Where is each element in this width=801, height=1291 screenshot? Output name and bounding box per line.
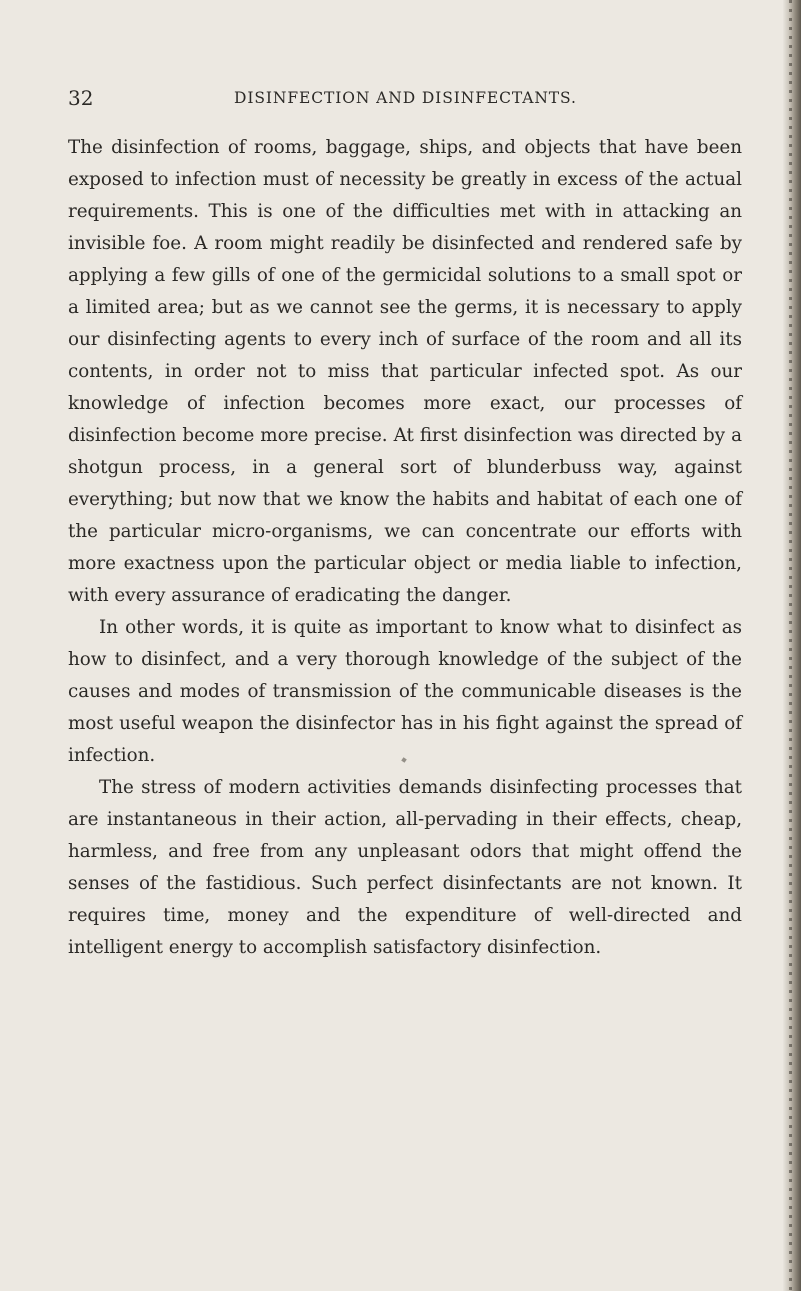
paragraph: The stress of modern activities demands disinfecting processes that are instantaneous in their action, all-pervading in their effects, cheap, harmless, and free from any unpleasant odors that might offend the senses of the fastidious. Such perfect disinfectants are not known. It requires time, money and the expenditure of well-directed and intelligent energy to accomplish satisfactory disinfection. (68, 777, 742, 958)
paragraph: The disinfection of rooms, baggage, ships, and objects that have been exposed to infection must of necessity be greatly in excess of the actual requirements. This is one of the difficulties met with in attacking an invisible foe. A room might readily be disinfected and rendered safe by applying a few gills of one of the germicidal solutions to a small spot or a limited area; but as we cannot see the germs, it is necessary to apply our disinfecting agents to every inch of surface of the room and all its contents, in order not to miss that particular infected spot. As our knowledge of infection becomes more exact, our processes of disinfection become more precise. At first disinfection was directed by a shotgun process, in a general sort of blunderbuss way, against everything; but now that we know the habits and habitat of each one of the particular micro-organisms, we can concentrate our efforts with more exactness upon the particular object or media liable to infection, with every assurance of eradicating the danger. (68, 137, 742, 606)
running-title: DISINFECTION AND DISINFECTANTS. (234, 89, 577, 107)
page-edge-shadow (783, 0, 801, 1291)
paragraph: In other words, it is quite as important to know what to disinfect as how to disinfect, and a very thorough knowledge of the subject of the causes and modes of transmission of the communicable diseases is the most useful weapon the disinfector has in his fight against the spread of infection. (68, 617, 742, 766)
page-number: 32 (68, 86, 94, 110)
body-text (68, 132, 742, 964)
running-header (68, 86, 744, 110)
